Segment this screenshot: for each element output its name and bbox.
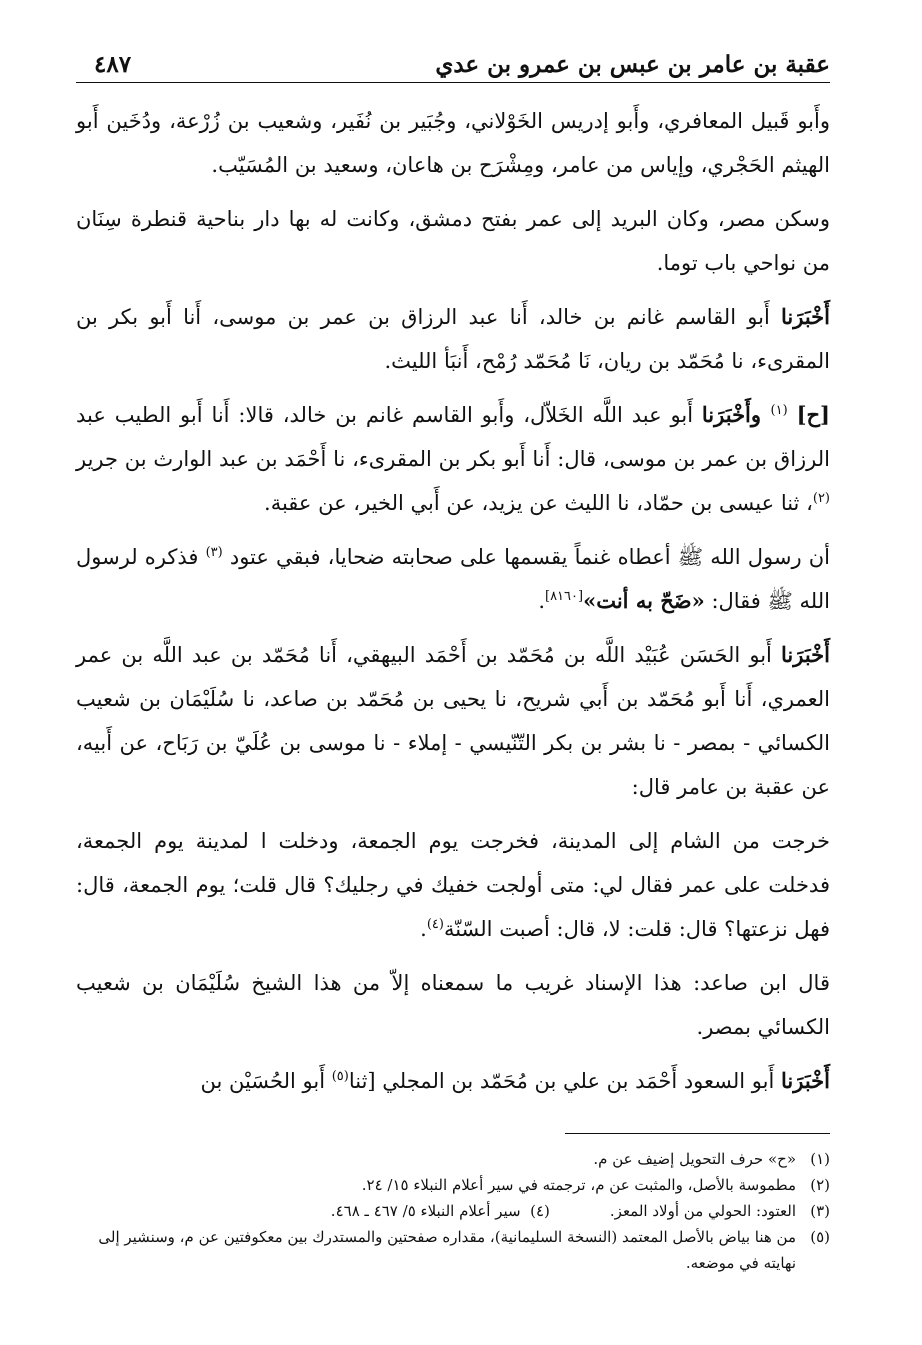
footnote-ref-4: (٤) — [426, 917, 444, 932]
paragraph-3-text: أَبو القاسم غانم بن خالد، أَنا عبد الرزاق بن عمر بن موسى، أَنا أَبو بكر بن المقرىء، نا مُحَمّد بن ريان، نَا مُحَمّد رُمْح، أَنبَأ الليث. — [76, 305, 830, 373]
footnote-ref-2: (٢) — [812, 491, 830, 506]
paragraph-5-text-b: فذكره لرسول الله ﷺ فقال: — [76, 545, 830, 613]
paragraph-7-text: خرجت من الشام إلى المدينة، فخرجت يوم الجمعة، ودخلت ا لمدينة يوم الجمعة، فدخلت على عمر فقال لي: متى أولجت خفيك في رجليك؟ قال قلت؛ يوم الجمعة، قال: فهل نزعتها؟ قال: قلت: لا، قال: أصبت السّنّة — [76, 829, 830, 941]
akhbarana-keyword: أَخْبَرَنا — [781, 1068, 830, 1093]
header-rule — [76, 82, 830, 83]
footnotes — [76, 1146, 830, 1276]
footnote-1 — [76, 1146, 830, 1172]
paragraph-5-text-a: أن رسول الله ﷺ أعطاه غنماً يقسمها على صحابته ضحايا، فبقي عتود — [229, 545, 830, 569]
paragraph-2-text: وسكن مصر، وكان البريد إلى عمر بفتح دمشق، وكانت له بها دار بناحية قنطرة سِنَان من نواحي باب توما. — [76, 207, 830, 275]
footnote-number: (٥) — [810, 1228, 830, 1246]
footnote-ref-3: (٣) — [205, 545, 223, 560]
paragraph-1 — [76, 99, 830, 187]
footnote-text: العتود: الحولي من أولاد المعز. — [609, 1202, 796, 1220]
akhbarana-keyword: وأَخْبَرَنا — [701, 402, 771, 427]
akhbarana-keyword: أَخْبَرَنا — [781, 642, 830, 667]
hadith-number: [٨١٦٠] — [545, 589, 584, 604]
paragraph-4-text-a: أَبو عبد اللَّه الخَلاّل، وأَبو القاسم غانم بن خالد، قالا: أَنا أَبو الطيب عبد الرزاق بن عمر بن موسى، قال: أَنا أَبو بكر بن المقرىء، نا أَحْمَد بن عبد الوارث بن جرير — [76, 403, 830, 471]
paragraph-6-text: أَبو الحَسَن عُبَيْد اللَّه بن مُحَمّد بن أَحْمَد البيهقي، أَنا مُحَمّد بن عبد اللَّه بن عمر العمري، أَنا أَبو مُحَمّد بن أَبي شريح، نا يحيى بن مُحَمّد بن صاعد، نا سُلَيْمَان بن شعيب الكسائي - بمصر - نا بشر بن بكر التّنّيسي - إملاء - نا موسى بن عُلَيّ بن رَبَاح، عن أَبيه، عن عقبة بن عامر قال: — [76, 643, 830, 799]
page-number: ٤٨٧ — [94, 51, 132, 78]
footnote-number: (٢) — [810, 1176, 830, 1194]
footnote-ref-1: (١) — [770, 403, 788, 418]
paragraph-5 — [76, 535, 830, 623]
paragraph-7 — [76, 819, 830, 951]
running-title: عقبة بن عامر بن عبس بن عمرو بن عدي — [435, 51, 830, 78]
footnote-5 — [76, 1224, 830, 1276]
footnote-number: (٤) — [530, 1202, 550, 1220]
footnote-separator — [565, 1133, 830, 1134]
paragraph-1-text: وأَبو قَبيل المعافري، وأَبو إدريس الخَوْلاني، وجُبَير بن نُفَير، وشعيب بن زُرْعة، ودُخَين أَبو الهيثم الحَجْري، وإياس من عامر، ومِشْرَح بن هاعان، وسعيد بن المُسَيّب. — [76, 109, 830, 177]
footnote-2 — [76, 1172, 830, 1198]
footnote-3-4 — [76, 1198, 830, 1224]
hadith-quote: «ضَحّ به أنت» — [583, 588, 705, 613]
tahwil-marker: [ح] — [796, 402, 830, 427]
paragraph-2 — [76, 197, 830, 285]
akhbarana-keyword: أَخْبَرَنا — [781, 304, 830, 329]
paragraph-8-text: قال ابن صاعد: هذا الإسناد غريب ما سمعناه إلاّ من هذا الشيخ سُلَيْمَان بن شعيب الكسائي بمصر. — [76, 971, 830, 1039]
paragraph-4 — [76, 393, 830, 525]
footnote-text: من هنا بياض بالأصل المعتمد (النسخة السليمانية)، مقداره صفحتين والمستدرك بين معكوفتين عن م، وسنشير إلى نهايته في موضعه. — [98, 1228, 796, 1272]
footnote-text-line — [76, 1198, 796, 1224]
footnote-text: سير أعلام النبلاء ٥/ ٤٦٧ ـ ٤٦٨. — [330, 1202, 521, 1220]
paragraph-5-end: . — [538, 589, 545, 613]
paragraph-8 — [76, 961, 830, 1049]
paragraph-9 — [76, 1059, 830, 1103]
main-text — [76, 99, 830, 1103]
footnote-text: «ح» حرف التحويل إضيف عن م. — [593, 1150, 796, 1168]
footnote-number: (٣) — [810, 1202, 830, 1220]
paragraph-6 — [76, 633, 830, 809]
running-header — [76, 38, 830, 78]
paragraph-7-end: . — [420, 917, 427, 941]
footnote-text: مطموسة بالأصل، والمثبت عن م، ترجمته في سير أعلام النبلاء ١٥/ ٢٤. — [361, 1176, 796, 1194]
paragraph-9-text-b: أَبو الحُسَيْن بن — [200, 1069, 332, 1093]
footnote-number: (١) — [810, 1150, 830, 1168]
paragraph-4-text-b: ، ثنا عيسى بن حمّاد، نا الليث عن يزيد، عن أَبي الخير، عن عقبة. — [264, 491, 813, 515]
paragraph-9-text-a: أَبو السعود أَحْمَد بن علي بن مُحَمّد بن المجلي [ثنا — [348, 1069, 782, 1093]
paragraph-3 — [76, 295, 830, 383]
footnote-ref-5: (٥) — [331, 1069, 349, 1084]
